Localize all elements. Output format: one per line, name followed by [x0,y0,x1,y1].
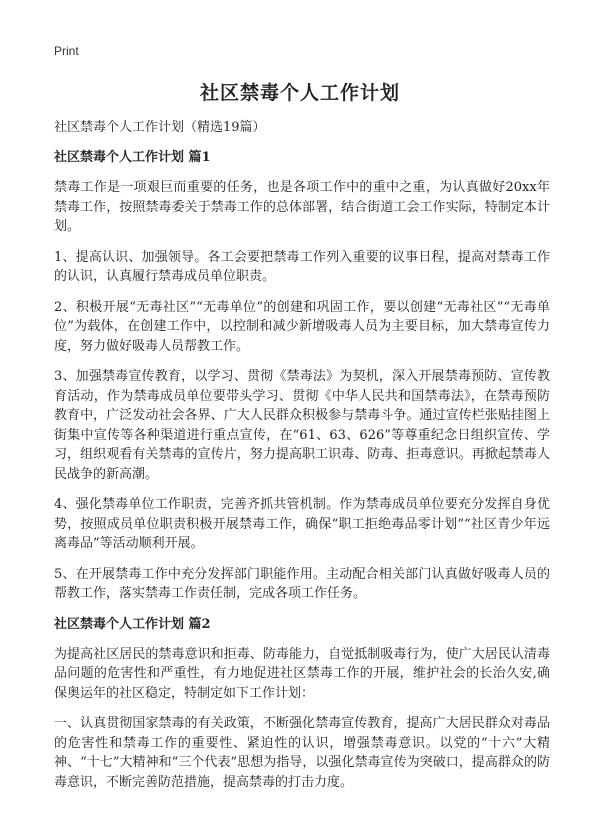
paragraph: 3、加强禁毒宣传教育，以学习、贯彻《禁毒法》为契机，深入开展禁毒预防、宣传教育活动，作为禁毒成员单位要带头学习、贯彻《中华人民共和国禁毒法》，在禁毒预防教育中，广泛发动社会各界、广大人民群众积极参与禁毒斗争。通过宣传栏张贴挂图上街集中宣传等各种渠道进行重点宣传，在“61、63、626”等尊重纪念日组织宣传、学习，组织观看有关禁毒的宣传片，努力提高职工识毒、防毒、拒毒意识。再掀起禁毒人民战争的新高潮。 [54,369,550,482]
section-2 [54,615,550,793]
paragraph: 2、积极开展“无毒社区”“无毒单位”的创建和巩固工作，要以创建“无毒社区”“无毒单位”为载体，在创建工作中，以控制和减少新增吸毒人员为主要目标，加大禁毒宣传力度，努力做好吸毒人员帮教工作。 [54,299,550,354]
page-title: 社区禁毒个人工作计划 [199,82,400,104]
paragraph: 为提高社区居民的禁毒意识和拒毒、防毒能力，自觉抵制吸毒行为，使广大居民认清毒品问题的危害性和严重性，有力地促进社区禁毒工作的开展，维护社会的长治久安,确保奥运年的社区稳定，特制定如下工作计划： [54,646,550,701]
print-label: Print [54,44,79,58]
paragraph: 4、强化禁毒单位工作职责，完善齐抓共管机制。作为禁毒成员单位要充分发挥自身优势，按照成员单位职责积极开展禁毒工作，确保“职工拒绝毒品零计划”“社区青少年远离毒品”等活动顺利开展。 [54,497,550,551]
section-1 [54,148,550,604]
document-subtitle: 社区禁毒个人工作计划（精选19篇） [54,120,266,135]
paragraph: 禁毒工作是一项艰巨而重要的任务，也是各项工作中的重中之重，为认真做好20xx年禁毒工作，按照禁毒委关于禁毒工作的总体部署，结合街道工会工作实际，特制定本计划。 [54,180,550,234]
paragraph: 一、认真贯彻国家禁毒的有关政策，不断强化禁毒宣传教育，提高广大居民群众对毒品的危害性和禁毒工作的重要性、紧迫性的认识，增强禁毒意识。以党的“十六”大精神、“十七”大精神和“三个代表”思想为指导，以强化禁毒宣传为突破口，提高群众的防毒意识，不断完善防范措施，提高禁毒的打击力度。 [54,716,550,790]
section-heading: 社区禁毒个人工作计划 篇2 [54,616,211,632]
paragraph: 5、在开展禁毒工作中充分发挥部门职能作用。主动配合相关部门认真做好吸毒人员的帮教工作，落实禁毒工作责任制，完成各项工作任务。 [54,566,550,601]
document-body [54,118,550,803]
paragraph: 1、提高认识、加强领导。各工会要把禁毒工作列入重要的议事日程，提高对禁毒工作的认识，认真履行禁毒成员单位职责。 [54,249,550,284]
section-heading: 社区禁毒个人工作计划 篇1 [54,150,211,165]
